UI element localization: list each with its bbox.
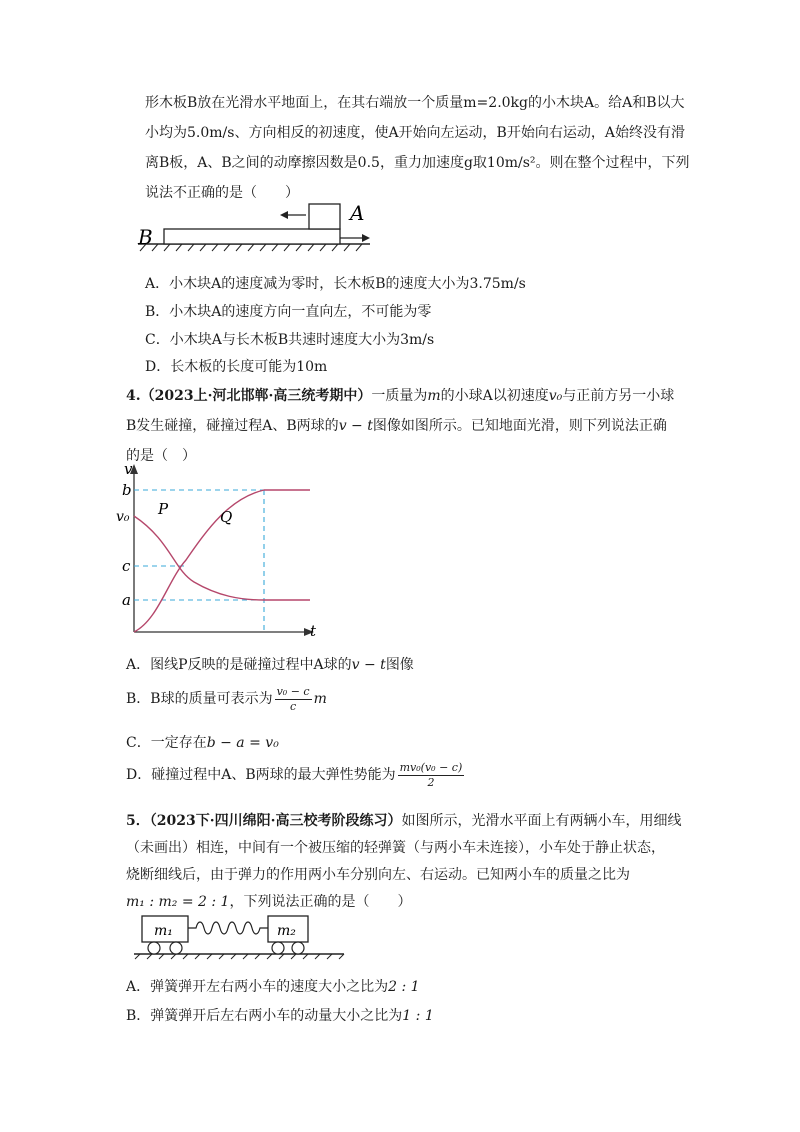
q4-text-2a: B发生碰撞，碰撞过程A、B两球的 — [126, 418, 339, 434]
label-b: B — [138, 225, 153, 249]
y-axis-label: v — [124, 460, 133, 478]
q4-opt-b-num: v₀ − c — [276, 684, 310, 698]
cart-m2-wheel-right — [292, 942, 304, 954]
q4-source: 4.（2023上·河北邯郸·高三统考期中） — [126, 388, 372, 404]
q5-text-line-2: （未画出）相连，中间有一个被压缩的轻弹簧（与两小车未连接），小车处于静止状态， — [126, 840, 665, 856]
q3-option-c[interactable]: C．小木块A与长木板B共速时速度大小为3m/s — [145, 332, 435, 348]
q4-var-vt: v − t — [338, 418, 373, 434]
cart-m2-wheel-left — [272, 942, 284, 954]
q4-opt-a-text: A．图线P反映的是碰撞过程中A球的 — [126, 657, 352, 673]
q3-option-b[interactable]: B．小木块A的速度方向一直向左，不可能为零 — [145, 304, 432, 320]
q4-opt-b-fraction — [275, 685, 312, 714]
q5-text-1: 如图所示，光滑水平面上有两辆小车，用细线 — [401, 813, 682, 829]
q4-opt-c-text: C．一定存在 — [126, 735, 207, 751]
q5-opt-b-val: 1 : 1 — [402, 1008, 434, 1024]
q4-text-1a: 一质量为 — [371, 388, 428, 404]
tick-c: c — [122, 557, 131, 575]
q5-opt-b-text: B．弹簧弹开后左右两小车的动量大小之比为 — [126, 1008, 403, 1024]
q4-opt-b-text: B．B球的质量可表示为 — [126, 691, 273, 707]
tick-v0: v₀ — [116, 509, 130, 525]
q4-opt-a-var: v − t — [351, 657, 386, 673]
q4-opt-d-fraction — [398, 761, 465, 790]
q4-opt-d-text: D．碰撞过程中A、B两球的最大弹性势能为 — [126, 767, 396, 783]
q3-option-d[interactable]: D．长木板的长度可能为10m — [145, 359, 328, 375]
q4-text-1c: 与正前方另一小球 — [562, 388, 675, 404]
q5-text-line-1 — [126, 806, 681, 836]
q4-opt-a-text-2: 图像 — [385, 657, 414, 673]
q4-var-m: m — [427, 388, 441, 404]
q3-option-a[interactable]: A．小木块A的速度减为零时，长木板B的速度大小为3.75m/s — [145, 276, 526, 292]
q4-opt-b-var: m — [313, 691, 327, 707]
q4-text-2b: 图像如图所示。已知地面光滑，则下列说法正确 — [372, 418, 667, 434]
x-axis-label: t — [310, 622, 317, 640]
arrow-right-icon — [362, 234, 370, 242]
curve-p-label: P — [158, 500, 169, 518]
q4-option-c[interactable] — [126, 728, 279, 758]
cart-m1-wheel-left — [148, 942, 160, 954]
q5-text-line-3: 烧断细线后，由于弹力的作用两小车分别向左、右运动。已知两小车的质量之比为 — [126, 867, 630, 883]
label-a: A — [350, 201, 365, 225]
block-a — [309, 204, 340, 229]
q4-text-line-1 — [126, 381, 674, 411]
q4-opt-d-num: mv₀(v₀ − c) — [399, 760, 463, 774]
q4-text-line-2 — [126, 411, 667, 441]
q5-source: 5．（2023下·四川绵阳·高三校考阶段练习） — [126, 813, 402, 829]
q4-opt-c-eq: b − a = v₀ — [206, 735, 279, 751]
tick-b: b — [122, 481, 132, 499]
arrow-left-icon — [280, 211, 288, 219]
q3-text-line-1: 形木板B放在光滑水平地面上，在其右端放一个质量m=2.0kg的小木块A。给A和B以大 — [145, 95, 685, 111]
q5-option-a[interactable] — [126, 972, 420, 1002]
q4-var-v0: v₀ — [548, 388, 563, 404]
cart-m1-wheel-right — [170, 942, 182, 954]
spring-icon — [188, 922, 268, 934]
q5-opt-a-text: A．弹簧弹开左右两小车的速度大小之比为 — [126, 979, 389, 995]
q5-opt-a-val: 2 : 1 — [388, 979, 420, 995]
tick-a: a — [122, 591, 131, 609]
q4-opt-d-den: 2 — [427, 775, 435, 789]
board-b — [164, 229, 340, 244]
q4-option-b[interactable] — [126, 684, 327, 714]
q4-opt-b-den: c — [289, 699, 297, 713]
q3-figure-block-board — [128, 196, 378, 256]
q5-option-b[interactable] — [126, 1001, 434, 1031]
q4-option-a[interactable] — [126, 650, 414, 680]
curve-q-label: Q — [220, 508, 233, 526]
cart-m2-label: m₂ — [277, 923, 296, 939]
q5-mass-ratio: m₁ : m₂ = 2 : 1 — [126, 894, 230, 910]
q4-text-1b: 的小球A以初速度 — [440, 388, 549, 404]
curve-p — [134, 516, 310, 600]
q5-text-4: ，下列说法正确的是（ ） — [229, 894, 412, 910]
q5-figure-carts-spring — [126, 910, 351, 960]
q3-text-line-2: 小均为5.0m/s、方向相反的初速度，使A开始向左运动，B开始向右运动，A始终没有滑 — [145, 125, 685, 141]
q3-text-line-4: 说法不正确的是（ ） — [145, 185, 299, 201]
q3-text-line-3: 离B板，A、B之间的动摩擦因数是0.5，重力加速度g取10m/s²。则在整个过程中，下列 — [145, 155, 690, 171]
q4-text-line-3: 的是（ ） — [126, 448, 196, 464]
q4-option-d[interactable] — [126, 760, 466, 790]
cart-m1-label: m₁ — [154, 923, 173, 939]
q4-vt-graph — [110, 460, 325, 645]
